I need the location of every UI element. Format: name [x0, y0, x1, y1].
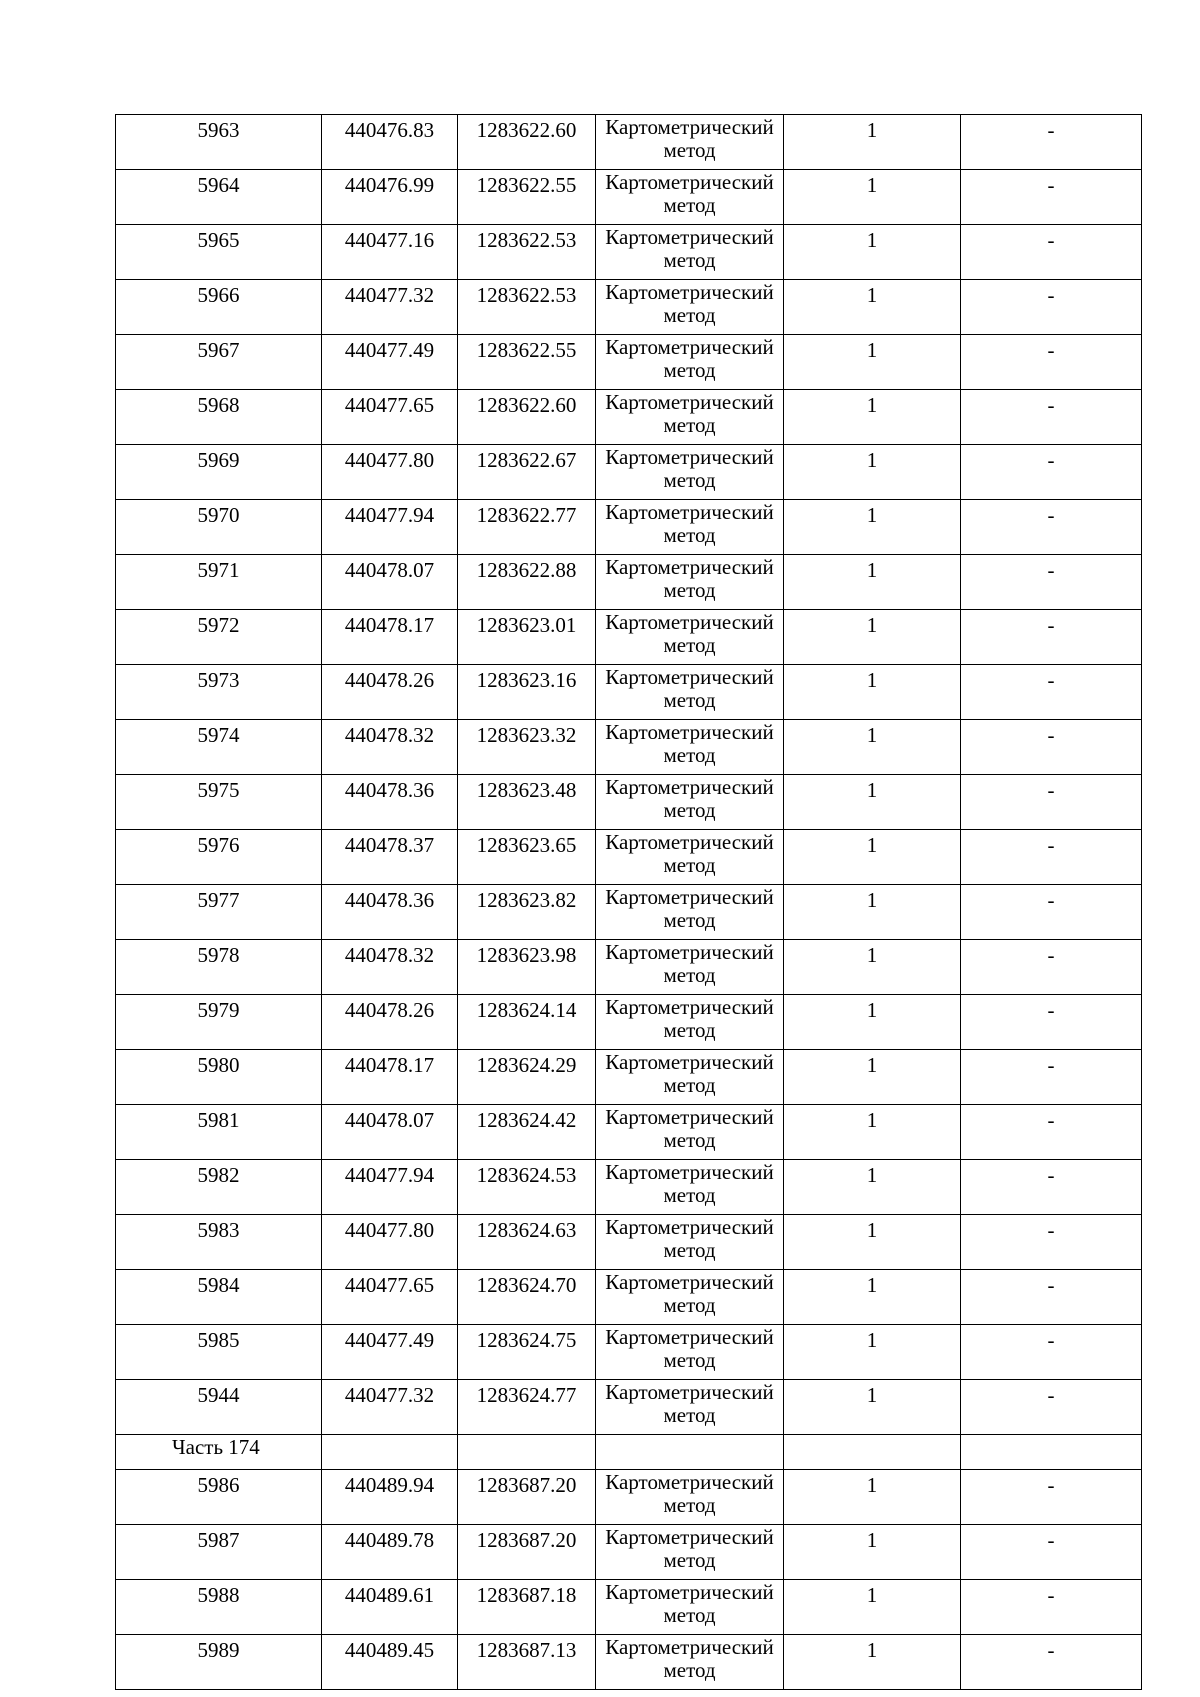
- y-coordinate-cell: 1283624.77: [458, 1380, 596, 1435]
- table-row: [116, 445, 1142, 500]
- accuracy-cell: 1: [784, 1105, 961, 1160]
- accuracy-cell: 1: [784, 1580, 961, 1635]
- note-cell: -: [961, 775, 1142, 830]
- table-row: [116, 500, 1142, 555]
- y-coordinate-cell: 1283623.98: [458, 940, 596, 995]
- method-line-2: метод: [663, 1548, 716, 1572]
- note-cell: -: [961, 445, 1142, 500]
- note-cell: -: [961, 1325, 1142, 1380]
- x-coordinate-cell: 440489.61: [322, 1580, 458, 1635]
- method-line-2: метод: [663, 633, 716, 657]
- y-coordinate-cell: 1283622.60: [458, 390, 596, 445]
- method-line-2: метод: [663, 578, 716, 602]
- accuracy-cell: 1: [784, 280, 961, 335]
- accuracy-cell: 1: [784, 1050, 961, 1105]
- method-line-1: Картометрический: [605, 1270, 774, 1294]
- note-cell: -: [961, 115, 1142, 170]
- accuracy-cell: 1: [784, 1635, 961, 1690]
- note-cell: -: [961, 170, 1142, 225]
- coordinates-table: [115, 114, 1142, 1690]
- note-cell: -: [961, 280, 1142, 335]
- method-cell: [596, 225, 784, 280]
- x-coordinate-cell: 440489.94: [322, 1470, 458, 1525]
- x-coordinate-cell: 440478.17: [322, 610, 458, 665]
- table-row: [116, 1580, 1142, 1635]
- y-coordinate-cell: 1283624.75: [458, 1325, 596, 1380]
- point-number-cell: 5944: [116, 1380, 322, 1435]
- table-row: [116, 995, 1142, 1050]
- accuracy-cell: 1: [784, 830, 961, 885]
- point-number-cell: 5979: [116, 995, 322, 1050]
- empty-cell: [596, 1435, 784, 1470]
- method-line-1: Картометрический: [605, 1325, 774, 1349]
- point-number-cell: 5984: [116, 1270, 322, 1325]
- x-coordinate-cell: 440477.32: [322, 1380, 458, 1435]
- note-cell: -: [961, 1525, 1142, 1580]
- accuracy-cell: 1: [784, 445, 961, 500]
- point-number-cell: 5967: [116, 335, 322, 390]
- method-line-2: метод: [663, 1018, 716, 1042]
- method-line-1: Картометрический: [605, 445, 774, 469]
- method-cell: [596, 995, 784, 1050]
- empty-cell: [322, 1435, 458, 1470]
- method-line-1: Картометрический: [605, 225, 774, 249]
- x-coordinate-cell: 440477.65: [322, 390, 458, 445]
- point-number-cell: 5974: [116, 720, 322, 775]
- point-number-cell: 5986: [116, 1470, 322, 1525]
- note-cell: -: [961, 1470, 1142, 1525]
- y-coordinate-cell: 1283622.60: [458, 115, 596, 170]
- note-cell: -: [961, 995, 1142, 1050]
- note-cell: -: [961, 1105, 1142, 1160]
- method-cell: [596, 1380, 784, 1435]
- method-line-1: Картометрический: [605, 1105, 774, 1129]
- x-coordinate-cell: 440478.36: [322, 775, 458, 830]
- table-row: [116, 555, 1142, 610]
- method-line-1: Картометрический: [605, 610, 774, 634]
- method-cell: [596, 1325, 784, 1380]
- method-line-2: метод: [663, 1128, 716, 1152]
- y-coordinate-cell: 1283624.63: [458, 1215, 596, 1270]
- table-row: [116, 1270, 1142, 1325]
- y-coordinate-cell: 1283622.55: [458, 170, 596, 225]
- table-row: [116, 1325, 1142, 1380]
- y-coordinate-cell: 1283622.88: [458, 555, 596, 610]
- method-cell: [596, 500, 784, 555]
- x-coordinate-cell: 440477.49: [322, 335, 458, 390]
- method-line-1: Картометрический: [605, 775, 774, 799]
- x-coordinate-cell: 440477.32: [322, 280, 458, 335]
- x-coordinate-cell: 440476.99: [322, 170, 458, 225]
- method-cell: [596, 1270, 784, 1325]
- method-line-2: метод: [663, 963, 716, 987]
- note-cell: -: [961, 500, 1142, 555]
- method-cell: [596, 830, 784, 885]
- accuracy-cell: 1: [784, 1380, 961, 1435]
- note-cell: -: [961, 390, 1142, 445]
- y-coordinate-cell: 1283687.20: [458, 1525, 596, 1580]
- method-line-1: Картометрический: [605, 1580, 774, 1604]
- method-line-2: метод: [663, 688, 716, 712]
- method-line-2: метод: [663, 1183, 716, 1207]
- y-coordinate-cell: 1283687.18: [458, 1580, 596, 1635]
- point-number-cell: 5968: [116, 390, 322, 445]
- method-line-1: Картометрический: [605, 390, 774, 414]
- accuracy-cell: 1: [784, 1325, 961, 1380]
- method-line-2: метод: [663, 248, 716, 272]
- y-coordinate-cell: 1283623.01: [458, 610, 596, 665]
- method-line-1: Картометрический: [605, 1470, 774, 1494]
- method-cell: [596, 1525, 784, 1580]
- method-line-1: Картометрический: [605, 115, 774, 139]
- table-row: [116, 940, 1142, 995]
- method-line-2: метод: [663, 1348, 716, 1372]
- method-line-1: Картометрический: [605, 280, 774, 304]
- table-row: [116, 1470, 1142, 1525]
- coordinates-table-body: [116, 115, 1142, 1690]
- method-cell: [596, 885, 784, 940]
- point-number-cell: 5982: [116, 1160, 322, 1215]
- method-cell: [596, 720, 784, 775]
- accuracy-cell: 1: [784, 335, 961, 390]
- y-coordinate-cell: 1283687.20: [458, 1470, 596, 1525]
- method-line-1: Картометрический: [605, 885, 774, 909]
- method-cell: [596, 1050, 784, 1105]
- point-number-cell: 5971: [116, 555, 322, 610]
- y-coordinate-cell: 1283624.70: [458, 1270, 596, 1325]
- point-number-cell: 5980: [116, 1050, 322, 1105]
- method-line-2: метод: [663, 908, 716, 932]
- point-number-cell: 5983: [116, 1215, 322, 1270]
- note-cell: -: [961, 665, 1142, 720]
- y-coordinate-cell: 1283623.82: [458, 885, 596, 940]
- method-line-1: Картометрический: [605, 1050, 774, 1074]
- method-line-2: метод: [663, 743, 716, 767]
- x-coordinate-cell: 440478.32: [322, 720, 458, 775]
- accuracy-cell: 1: [784, 1160, 961, 1215]
- point-number-cell: 5973: [116, 665, 322, 720]
- table-row: [116, 665, 1142, 720]
- method-line-2: метод: [663, 1073, 716, 1097]
- y-coordinate-cell: 1283624.42: [458, 1105, 596, 1160]
- point-number-cell: 5978: [116, 940, 322, 995]
- point-number-cell: 5987: [116, 1525, 322, 1580]
- accuracy-cell: 1: [784, 555, 961, 610]
- y-coordinate-cell: 1283624.53: [458, 1160, 596, 1215]
- note-cell: -: [961, 1380, 1142, 1435]
- y-coordinate-cell: 1283624.14: [458, 995, 596, 1050]
- x-coordinate-cell: 440478.07: [322, 555, 458, 610]
- table-row: [116, 610, 1142, 665]
- table-row: [116, 170, 1142, 225]
- x-coordinate-cell: 440478.17: [322, 1050, 458, 1105]
- point-number-cell: 5970: [116, 500, 322, 555]
- method-line-1: Картометрический: [605, 1525, 774, 1549]
- point-number-cell: 5964: [116, 170, 322, 225]
- accuracy-cell: 1: [784, 610, 961, 665]
- point-number-cell: 5985: [116, 1325, 322, 1380]
- accuracy-cell: 1: [784, 115, 961, 170]
- method-cell: [596, 610, 784, 665]
- note-cell: -: [961, 1160, 1142, 1215]
- point-number-cell: 5966: [116, 280, 322, 335]
- y-coordinate-cell: 1283623.16: [458, 665, 596, 720]
- table-row: [116, 335, 1142, 390]
- accuracy-cell: 1: [784, 1270, 961, 1325]
- method-cell: [596, 775, 784, 830]
- method-cell: [596, 1105, 784, 1160]
- y-coordinate-cell: 1283622.53: [458, 225, 596, 280]
- x-coordinate-cell: 440478.07: [322, 1105, 458, 1160]
- part-label: Часть 174: [116, 1435, 322, 1470]
- x-coordinate-cell: 440476.83: [322, 115, 458, 170]
- method-line-2: метод: [663, 1238, 716, 1262]
- method-cell: [596, 1160, 784, 1215]
- method-line-1: Картометрический: [605, 665, 774, 689]
- point-number-cell: 5976: [116, 830, 322, 885]
- part-row: [116, 1435, 1142, 1470]
- method-line-1: Картометрический: [605, 720, 774, 744]
- table-row: [116, 1380, 1142, 1435]
- method-line-1: Картометрический: [605, 335, 774, 359]
- x-coordinate-cell: 440489.78: [322, 1525, 458, 1580]
- accuracy-cell: 1: [784, 775, 961, 830]
- point-number-cell: 5969: [116, 445, 322, 500]
- accuracy-cell: 1: [784, 225, 961, 280]
- table-row: [116, 830, 1142, 885]
- method-line-2: метод: [663, 853, 716, 877]
- method-line-2: метод: [663, 413, 716, 437]
- empty-cell: [458, 1435, 596, 1470]
- point-number-cell: 5972: [116, 610, 322, 665]
- table-row: [116, 1635, 1142, 1690]
- method-line-1: Картометрический: [605, 170, 774, 194]
- method-cell: [596, 940, 784, 995]
- x-coordinate-cell: 440478.26: [322, 995, 458, 1050]
- method-line-1: Картометрический: [605, 500, 774, 524]
- method-line-2: метод: [663, 358, 716, 382]
- note-cell: -: [961, 1635, 1142, 1690]
- x-coordinate-cell: 440477.94: [322, 500, 458, 555]
- method-line-2: метод: [663, 1493, 716, 1517]
- method-cell: [596, 555, 784, 610]
- method-line-1: Картометрический: [605, 1635, 774, 1659]
- accuracy-cell: 1: [784, 940, 961, 995]
- accuracy-cell: 1: [784, 390, 961, 445]
- point-number-cell: 5965: [116, 225, 322, 280]
- point-number-cell: 5989: [116, 1635, 322, 1690]
- table-row: [116, 115, 1142, 170]
- method-line-2: метод: [663, 1293, 716, 1317]
- point-number-cell: 5988: [116, 1580, 322, 1635]
- method-line-1: Картометрический: [605, 1160, 774, 1184]
- accuracy-cell: 1: [784, 1525, 961, 1580]
- x-coordinate-cell: 440477.94: [322, 1160, 458, 1215]
- accuracy-cell: 1: [784, 500, 961, 555]
- accuracy-cell: 1: [784, 665, 961, 720]
- y-coordinate-cell: 1283622.53: [458, 280, 596, 335]
- x-coordinate-cell: 440477.65: [322, 1270, 458, 1325]
- note-cell: -: [961, 610, 1142, 665]
- method-cell: [596, 1215, 784, 1270]
- point-number-cell: 5977: [116, 885, 322, 940]
- method-cell: [596, 1470, 784, 1525]
- method-cell: [596, 280, 784, 335]
- method-cell: [596, 170, 784, 225]
- note-cell: -: [961, 830, 1142, 885]
- accuracy-cell: 1: [784, 170, 961, 225]
- x-coordinate-cell: 440478.36: [322, 885, 458, 940]
- method-cell: [596, 1635, 784, 1690]
- method-cell: [596, 390, 784, 445]
- empty-cell: [961, 1435, 1142, 1470]
- y-coordinate-cell: 1283622.67: [458, 445, 596, 500]
- note-cell: -: [961, 720, 1142, 775]
- note-cell: -: [961, 940, 1142, 995]
- method-line-1: Картометрический: [605, 940, 774, 964]
- method-line-2: метод: [663, 303, 716, 327]
- note-cell: -: [961, 1270, 1142, 1325]
- accuracy-cell: 1: [784, 995, 961, 1050]
- table-row: [116, 775, 1142, 830]
- y-coordinate-cell: 1283622.77: [458, 500, 596, 555]
- point-number-cell: 5963: [116, 115, 322, 170]
- method-line-2: метод: [663, 798, 716, 822]
- method-line-2: метод: [663, 468, 716, 492]
- x-coordinate-cell: 440489.45: [322, 1635, 458, 1690]
- note-cell: -: [961, 885, 1142, 940]
- method-line-1: Картометрический: [605, 995, 774, 1019]
- table-row: [116, 1215, 1142, 1270]
- method-line-1: Картометрический: [605, 830, 774, 854]
- table-row: [116, 720, 1142, 775]
- table-row: [116, 280, 1142, 335]
- method-cell: [596, 445, 784, 500]
- table-row: [116, 225, 1142, 280]
- accuracy-cell: 1: [784, 1470, 961, 1525]
- y-coordinate-cell: 1283623.48: [458, 775, 596, 830]
- method-line-2: метод: [663, 1658, 716, 1682]
- y-coordinate-cell: 1283687.13: [458, 1635, 596, 1690]
- method-cell: [596, 665, 784, 720]
- y-coordinate-cell: 1283622.55: [458, 335, 596, 390]
- note-cell: -: [961, 1050, 1142, 1105]
- x-coordinate-cell: 440477.80: [322, 1215, 458, 1270]
- empty-cell: [784, 1435, 961, 1470]
- method-line-2: метод: [663, 1403, 716, 1427]
- method-line-2: метод: [663, 138, 716, 162]
- note-cell: -: [961, 225, 1142, 280]
- table-row: [116, 1160, 1142, 1215]
- method-line-2: метод: [663, 523, 716, 547]
- note-cell: -: [961, 1215, 1142, 1270]
- table-row: [116, 1105, 1142, 1160]
- y-coordinate-cell: 1283623.32: [458, 720, 596, 775]
- method-cell: [596, 1580, 784, 1635]
- accuracy-cell: 1: [784, 885, 961, 940]
- note-cell: -: [961, 1580, 1142, 1635]
- method-line-1: Картометрический: [605, 555, 774, 579]
- method-cell: [596, 335, 784, 390]
- method-cell: [596, 115, 784, 170]
- x-coordinate-cell: 440477.16: [322, 225, 458, 280]
- x-coordinate-cell: 440478.37: [322, 830, 458, 885]
- point-number-cell: 5975: [116, 775, 322, 830]
- table-row: [116, 1525, 1142, 1580]
- table-row: [116, 885, 1142, 940]
- method-line-1: Картометрический: [605, 1380, 774, 1404]
- note-cell: -: [961, 555, 1142, 610]
- accuracy-cell: 1: [784, 720, 961, 775]
- table-row: [116, 390, 1142, 445]
- method-line-2: метод: [663, 1603, 716, 1627]
- x-coordinate-cell: 440477.49: [322, 1325, 458, 1380]
- x-coordinate-cell: 440478.26: [322, 665, 458, 720]
- x-coordinate-cell: 440477.80: [322, 445, 458, 500]
- method-line-1: Картометрический: [605, 1215, 774, 1239]
- note-cell: -: [961, 335, 1142, 390]
- point-number-cell: 5981: [116, 1105, 322, 1160]
- table-row: [116, 1050, 1142, 1105]
- accuracy-cell: 1: [784, 1215, 961, 1270]
- method-line-2: метод: [663, 193, 716, 217]
- y-coordinate-cell: 1283624.29: [458, 1050, 596, 1105]
- y-coordinate-cell: 1283623.65: [458, 830, 596, 885]
- x-coordinate-cell: 440478.32: [322, 940, 458, 995]
